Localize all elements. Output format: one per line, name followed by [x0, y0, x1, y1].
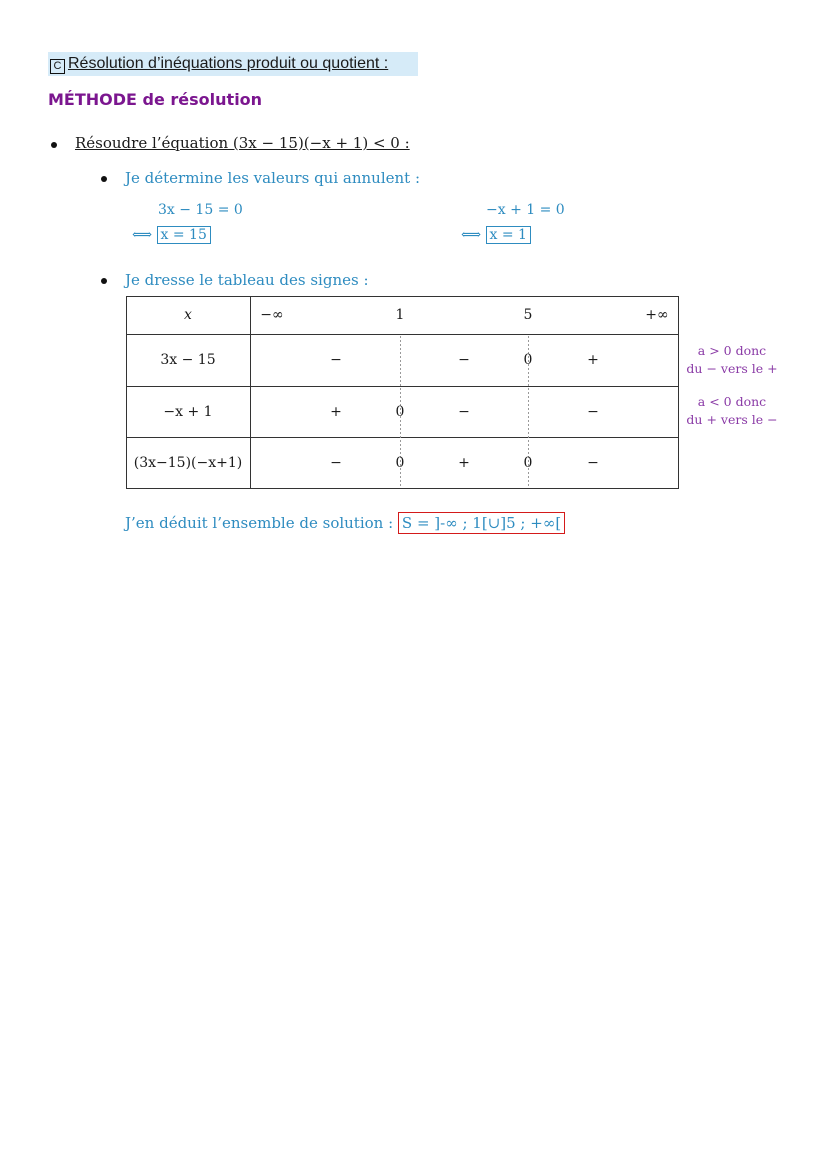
side-note-line: a < 0 donc — [697, 394, 767, 409]
table-header-variable: x — [184, 307, 192, 323]
equivalence-arrow: ⟺ — [461, 227, 482, 243]
item-statement: Résoudre l’équation (3x − 15)(−x + 1) < 0 : — [75, 134, 410, 152]
table-header-value: +∞ — [645, 307, 669, 323]
sign-cell: − — [458, 352, 470, 368]
side-note-line: du − vers le + — [686, 361, 778, 376]
sign-cell: − — [587, 455, 599, 471]
conclusion-text: J’en déduit l’ensemble de solution : — [125, 514, 394, 532]
root-boxed: x = 15 — [157, 226, 211, 244]
sign-cell: + — [587, 352, 599, 368]
side-note — [682, 393, 782, 429]
table-row-label: (3x−15)(−x+1) — [133, 455, 243, 471]
side-note — [682, 342, 782, 378]
table-row-label: 3x − 15 — [160, 352, 216, 368]
equivalence-arrow: ⟺ — [132, 227, 153, 243]
sign-cell: − — [330, 455, 342, 471]
sign-cell: 0 — [395, 404, 405, 420]
table-header-value: −∞ — [260, 307, 284, 323]
sign-cell: − — [330, 352, 342, 368]
table-header-value: 5 — [523, 307, 533, 323]
equation-left: 3x − 15 = 0 — [158, 202, 243, 218]
sign-cell: + — [330, 404, 342, 420]
solution-set: S = ]-∞ ; 1[∪]5 ; +∞[ — [398, 512, 565, 534]
method-title: MÉTHODE de résolution — [48, 90, 263, 109]
root-boxed: x = 1 — [486, 226, 531, 244]
side-note-line: du + vers le − — [686, 412, 778, 427]
sign-cell: 0 — [523, 455, 533, 471]
side-note-line: a > 0 donc — [697, 343, 767, 358]
equation-right: −x + 1 = 0 — [486, 202, 565, 218]
table-header-value: 1 — [395, 307, 405, 323]
sign-cell: − — [458, 404, 470, 420]
step-sign-table: Je dresse le tableau des signes : — [125, 271, 369, 289]
section-marker: C — [50, 59, 65, 74]
sign-cell: + — [458, 455, 470, 471]
sign-cell: 0 — [395, 455, 405, 471]
sign-cell: 0 — [523, 352, 533, 368]
table-row-label: −x + 1 — [163, 404, 213, 420]
sign-table-grid — [0, 0, 828, 520]
step-determine-zeros: Je détermine les valeurs qui annulent : — [125, 169, 421, 187]
conclusion — [125, 514, 565, 532]
section-title: Résolution d’inéquations produit ou quotient : — [68, 55, 389, 72]
sign-cell: − — [587, 404, 599, 420]
